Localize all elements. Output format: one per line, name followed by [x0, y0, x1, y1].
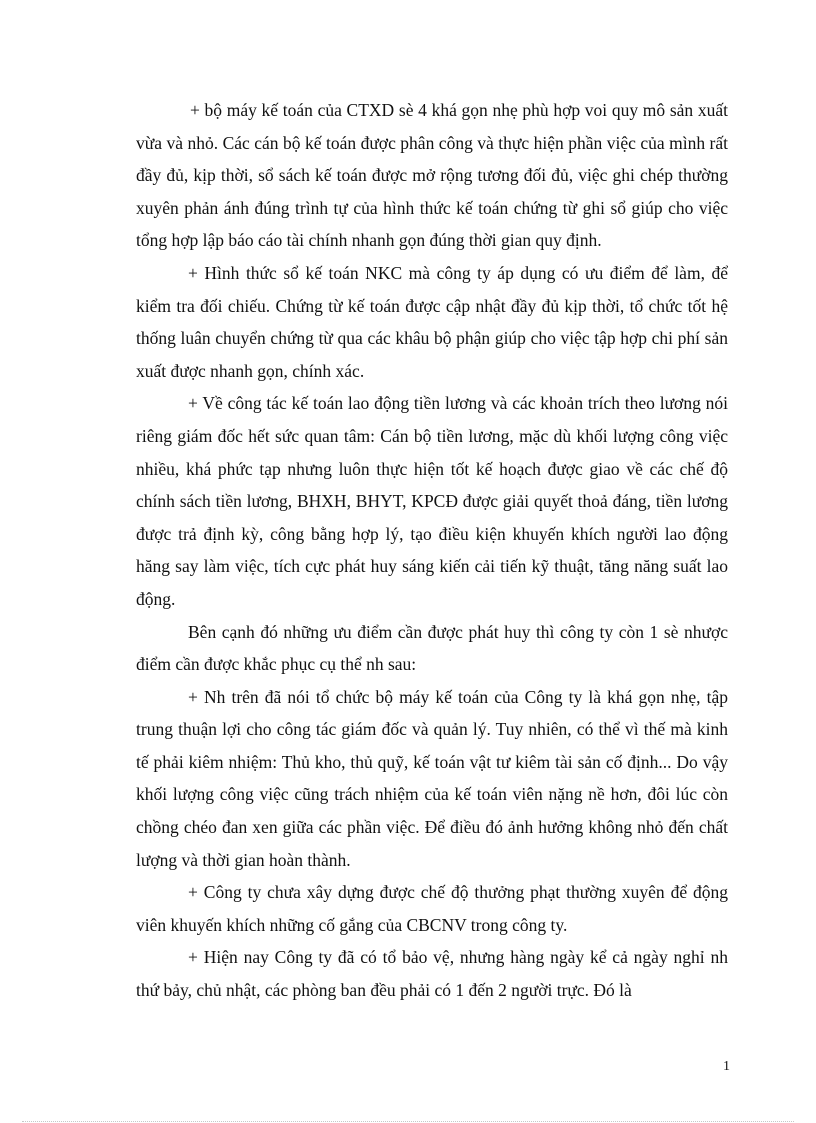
- paragraph-reward-policy: + Công ty chưa xây dựng được chế độ thưởng phạt thường xuyên để động viên khuyến khích những cố gắng của CBCNV trong công ty.: [136, 882, 728, 935]
- paragraph-accounting-apparatus: + bộ máy kế toán của CTXD sè 4 khá gọn nhẹ phù hợp voi quy mô sản xuất vừa và nhỏ. Các cán bộ kế toán được phân công và thực hiện phần việc của mình rất đầy đủ, kịp thời, sổ sách kế toán được mở rộng tương đối đủ, việc ghi chép thường xuyên phản ánh đúng trình tự của hình thức kế toán chứng từ ghi sổ giúp cho việc tổng hợp lập báo cáo tài chính nhanh gọn đúng thời gian quy định.: [136, 100, 728, 251]
- paragraph-weaknesses-intro: Bên cạnh đó những ưu điểm cần được phát huy thì công ty còn 1 sè nhược điểm cần được khắc phục cụ thể nh sau:: [136, 621, 728, 675]
- paragraph-security-team: + Hiện nay Công ty đã có tổ bảo vệ, nhưng hàng ngày kể cả ngày nghỉ nh thứ bảy, chủ nhật, các phòng ban đều phải có 1 đến 2 người trực. Đó là: [136, 947, 728, 1001]
- paragraph-bookkeeping-form: + Hình thức sổ kế toán NKC mà công ty áp dụng có ưu điểm để làm, để kiểm tra đối chiếu. Chứng từ kế toán được cập nhật đầy đủ kịp thời, tổ chức tốt hệ thống luân chuyển chứng từ qua các khâu bộ phận giúp cho việc tập hợp chi phí sản xuất được nhanh gọn, chính xác.: [136, 262, 728, 381]
- page-number: 1: [723, 1059, 730, 1074]
- footer-divider: [22, 1121, 794, 1122]
- paragraph-concurrent-duties: + Nh trên đã nói tổ chức bộ máy kế toán của Công ty là khá gọn nhẹ, tập trung thuận lợi cho công tác giám đốc và quản lý. Tuy nhiên, có thể vì thế mà kinh tế phải kiêm nhiệm: Thủ kho, thủ quỹ, kế toán vật tư kiêm tài sản cố định... Do vậy khối lượng công việc cũng trách nhiệm của kế toán viên nặng nề hơn, đôi lúc còn chồng chéo đan xen giữa các phần việc. Để điều đó ảnh hưởng không nhỏ đến chất lượng và thời gian hoàn thành.: [136, 686, 728, 870]
- document-body: [136, 94, 728, 1007]
- paragraph-salary-accounting: + Về công tác kế toán lao động tiền lương và các khoản trích theo lương nói riêng giám đốc hết sức quan tâm: Cán bộ tiền lương, mặc dù khối lượng công việc nhiều, khá phức tạp nhưng luôn thực hiện tốt kế hoạch được giao về các chế độ chính sách tiền lương, BHXH, BHYT, KPCĐ được giải quyết thoả đáng, tiền lương được trả định kỳ, công bằng hợp lý, tạo điều kiện khuyến khích người lao động hăng say làm việc, tích cực phát huy sáng kiến cải tiến kỹ thuật, tăng năng suất lao động.: [136, 393, 728, 609]
